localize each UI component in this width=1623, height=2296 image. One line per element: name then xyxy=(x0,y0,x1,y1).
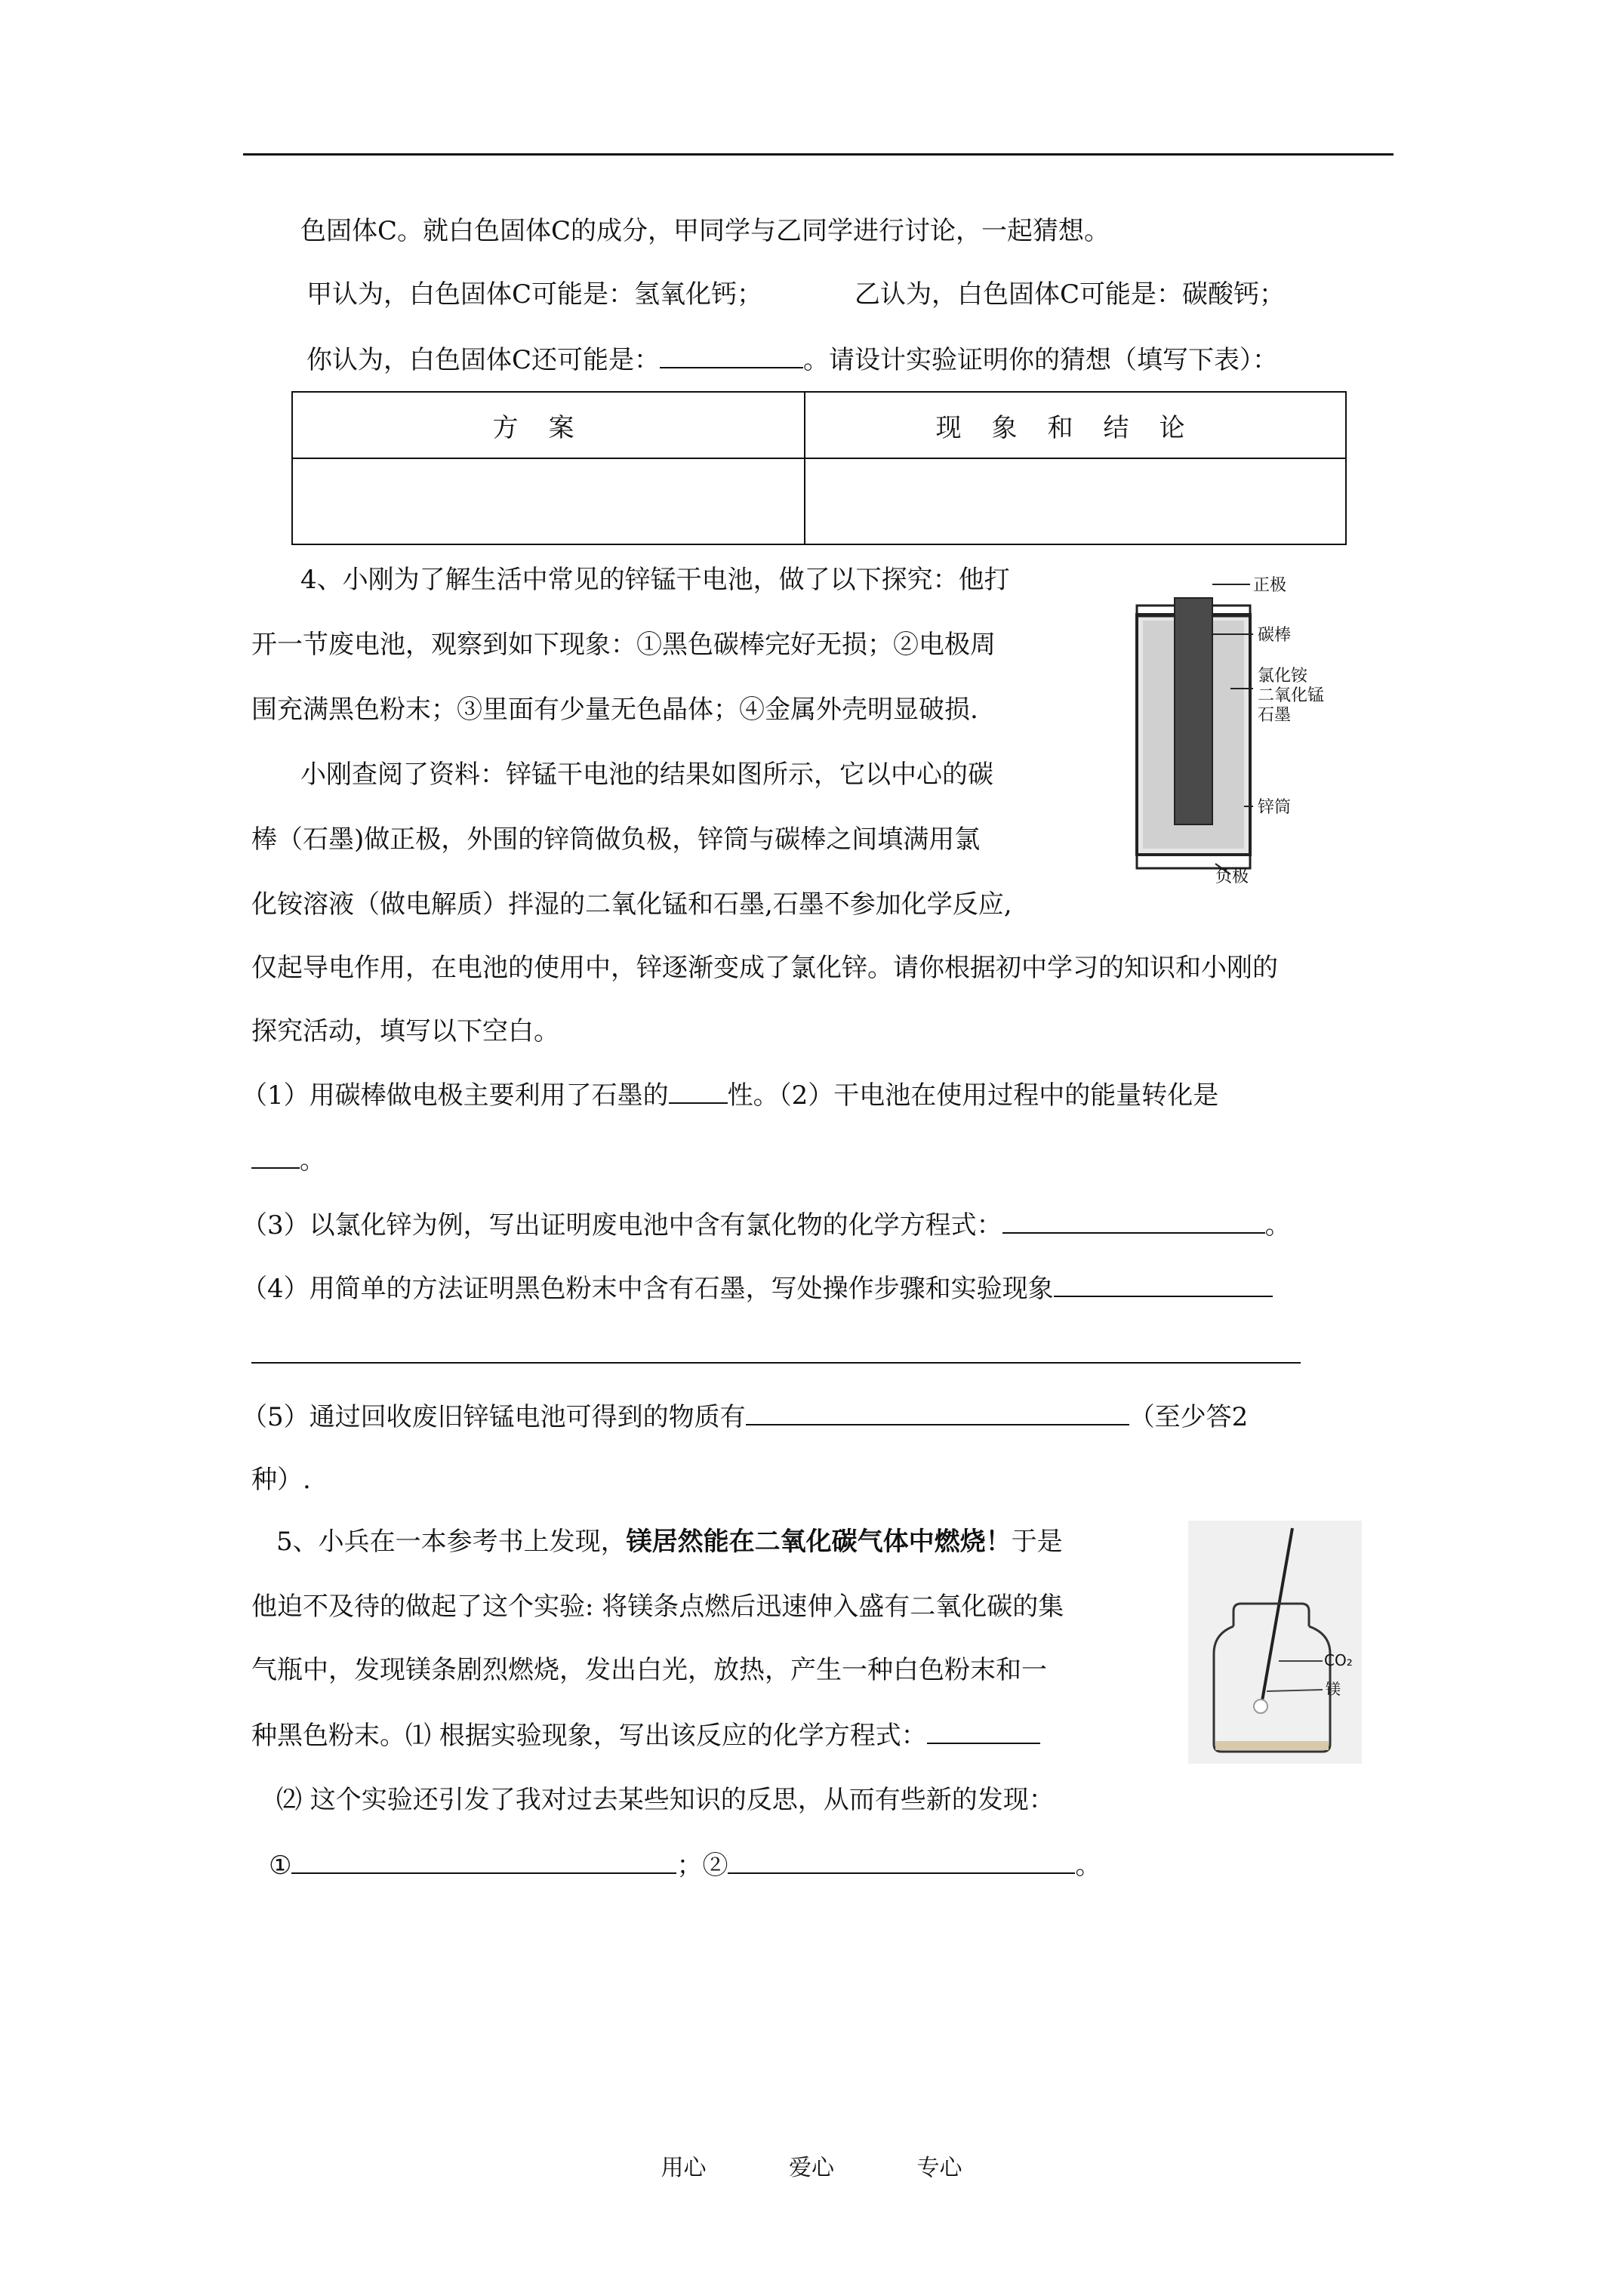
answer-line-steps[interactable] xyxy=(251,1362,1301,1364)
q4-sub-5 xyxy=(242,1398,1248,1435)
q5-line-1a: 5、小兵在一本参考书上发现， xyxy=(276,1527,627,1557)
q4-line-5: 棒（石墨)做正极，外围的锌筒做负极，锌筒与碳棒之间填满用氯 xyxy=(251,824,981,855)
label-co2: CO₂ xyxy=(1324,1651,1353,1669)
table-cell-scheme[interactable] xyxy=(292,458,805,544)
footer-item-3: 专心 xyxy=(916,2155,962,2181)
blank-substances[interactable] xyxy=(746,1398,1129,1425)
q4-line-4: 小刚查阅了资料：锌锰干电池的结果如图所示，它以中心的碳 xyxy=(300,760,993,790)
q4-line-7: 仅起导电作用，在电池的使用中，锌逐渐变成了氯化锌。请你根据初中学习的知识和小刚的 xyxy=(251,953,1278,983)
q4-sub-3b: 。 xyxy=(1264,1210,1291,1240)
q4-sub-5a: （5）通过回收废旧锌锰电池可得到的物质有 xyxy=(242,1402,746,1432)
label-negative: 负极 xyxy=(1215,868,1249,885)
table-header-scheme: 方案 xyxy=(292,392,805,458)
label-graphite: 石墨 xyxy=(1258,706,1292,725)
q4-sub-1 xyxy=(242,1077,1218,1114)
text-line-3a: 你认为，白色固体C还可能是： xyxy=(306,345,661,375)
blank-mg-equation[interactable] xyxy=(927,1717,1040,1744)
q4-line-8: 探究活动，填写以下空白。 xyxy=(251,1016,559,1046)
q5-line-6b: ；② xyxy=(676,1851,728,1881)
label-carbon-rod: 碳棒 xyxy=(1258,626,1292,645)
q4-line-6: 化铵溶液（做电解质）拌湿的二氧化锰和石墨,石墨不参加化学反应, xyxy=(251,889,1012,920)
answer-blank[interactable] xyxy=(660,341,803,368)
label-manganese-dioxide: 二氧化锰 xyxy=(1258,686,1325,705)
q4-sub-3 xyxy=(242,1207,1291,1244)
q4-sub-1-cont xyxy=(251,1142,325,1179)
label-zinc-can: 锌筒 xyxy=(1258,798,1292,817)
q4-sub-4-text: （4）用简单的方法证明黑色粉末中含有石墨，写处操作步骤和实验现象 xyxy=(242,1274,1054,1304)
gas-jar-diagram xyxy=(1188,1521,1362,1764)
q4-sub-5b: （至少答2 xyxy=(1129,1402,1249,1432)
text-line-3b: 。请设计实验证明你的猜想（填写下表）： xyxy=(803,345,1279,375)
label-magnesium: 镁 xyxy=(1326,1680,1341,1698)
q4-line-2: 开一节废电池，观察到如下现象：①黑色碳棒完好无损；②电极周 xyxy=(251,630,996,660)
blank-finding-1[interactable] xyxy=(291,1847,676,1874)
q4-sub-1b: 性。（2）干电池在使用过程中的能量转化是 xyxy=(727,1080,1219,1111)
q4-sub-1c: 。 xyxy=(300,1145,325,1176)
q5-line-4 xyxy=(251,1717,1040,1754)
q5-line-4-text: 种黑色粉末。⑴ 根据实验现象，写出该反应的化学方程式： xyxy=(251,1721,927,1751)
q4-sub-4 xyxy=(242,1270,1273,1307)
q5-line-6 xyxy=(269,1847,1101,1884)
q5-line-6a: ① xyxy=(269,1851,292,1881)
label-ammonium-chloride: 氯化铵 xyxy=(1258,667,1308,686)
blank-energy[interactable] xyxy=(251,1142,300,1169)
table-header-result: 现象和结论 xyxy=(805,392,1346,458)
q5-line-1 xyxy=(276,1524,1063,1560)
q4-line-1: 4、小刚为了解生活中常见的锌锰干电池，做了以下探究：他打 xyxy=(300,565,1010,595)
footer-item-1: 用心 xyxy=(661,2155,707,2181)
label-positive: 正极 xyxy=(1253,576,1287,595)
table-cell-result[interactable] xyxy=(805,458,1346,544)
q5-line-6c: 。 xyxy=(1075,1851,1101,1881)
q4-sub-1a: （1）用碳棒做电极主要利用了石墨的 xyxy=(242,1080,669,1111)
text-line-2b: 乙认为，白色固体C可能是：碳酸钙； xyxy=(855,279,1286,310)
blank-equation[interactable] xyxy=(1002,1207,1265,1234)
text-line-1: 色固体C。就白色固体C的成分，甲同学与乙同学进行讨论，一起猜想。 xyxy=(300,216,1110,246)
q5-line-1c: 于是 xyxy=(1011,1527,1063,1557)
q5-line-1b: 镁居然能在二氧化碳气体中燃烧！ xyxy=(626,1527,1012,1557)
header-rule xyxy=(243,153,1394,156)
footer-item-2: 爱心 xyxy=(789,2155,834,2181)
q5-line-3: 气瓶中，发现镁条剧烈燃烧，发出白光，放热，产生一种白色粉末和一 xyxy=(251,1655,1047,1685)
q4-sub-5-cont: 种）. xyxy=(251,1465,311,1495)
q5-line-2: 他迫不及待的做起了这个实验: 将镁条点燃后迅速伸入盛有二氧化碳的集 xyxy=(251,1592,1064,1622)
battery-diagram xyxy=(1125,568,1374,885)
experiment-table xyxy=(291,391,1347,545)
text-line-2a: 甲认为，白色固体C可能是：氢氧化钙； xyxy=(306,279,763,310)
blank-finding-2[interactable] xyxy=(728,1847,1075,1874)
q4-line-3: 围充满黑色粉末；③里面有少量无色晶体；④金属外壳明显破损. xyxy=(251,695,978,725)
q5-line-5: ⑵ 这个实验还引发了我对过去某些知识的反思，从而有些新的发现： xyxy=(276,1785,1055,1815)
text-line-3 xyxy=(306,341,1278,378)
q4-sub-3a: （3）以氯化锌为例，写出证明废电池中含有氯化物的化学方程式： xyxy=(242,1210,1002,1240)
page-footer xyxy=(0,2149,1623,2182)
blank-property[interactable] xyxy=(669,1077,728,1104)
blank-steps[interactable] xyxy=(1054,1270,1273,1297)
